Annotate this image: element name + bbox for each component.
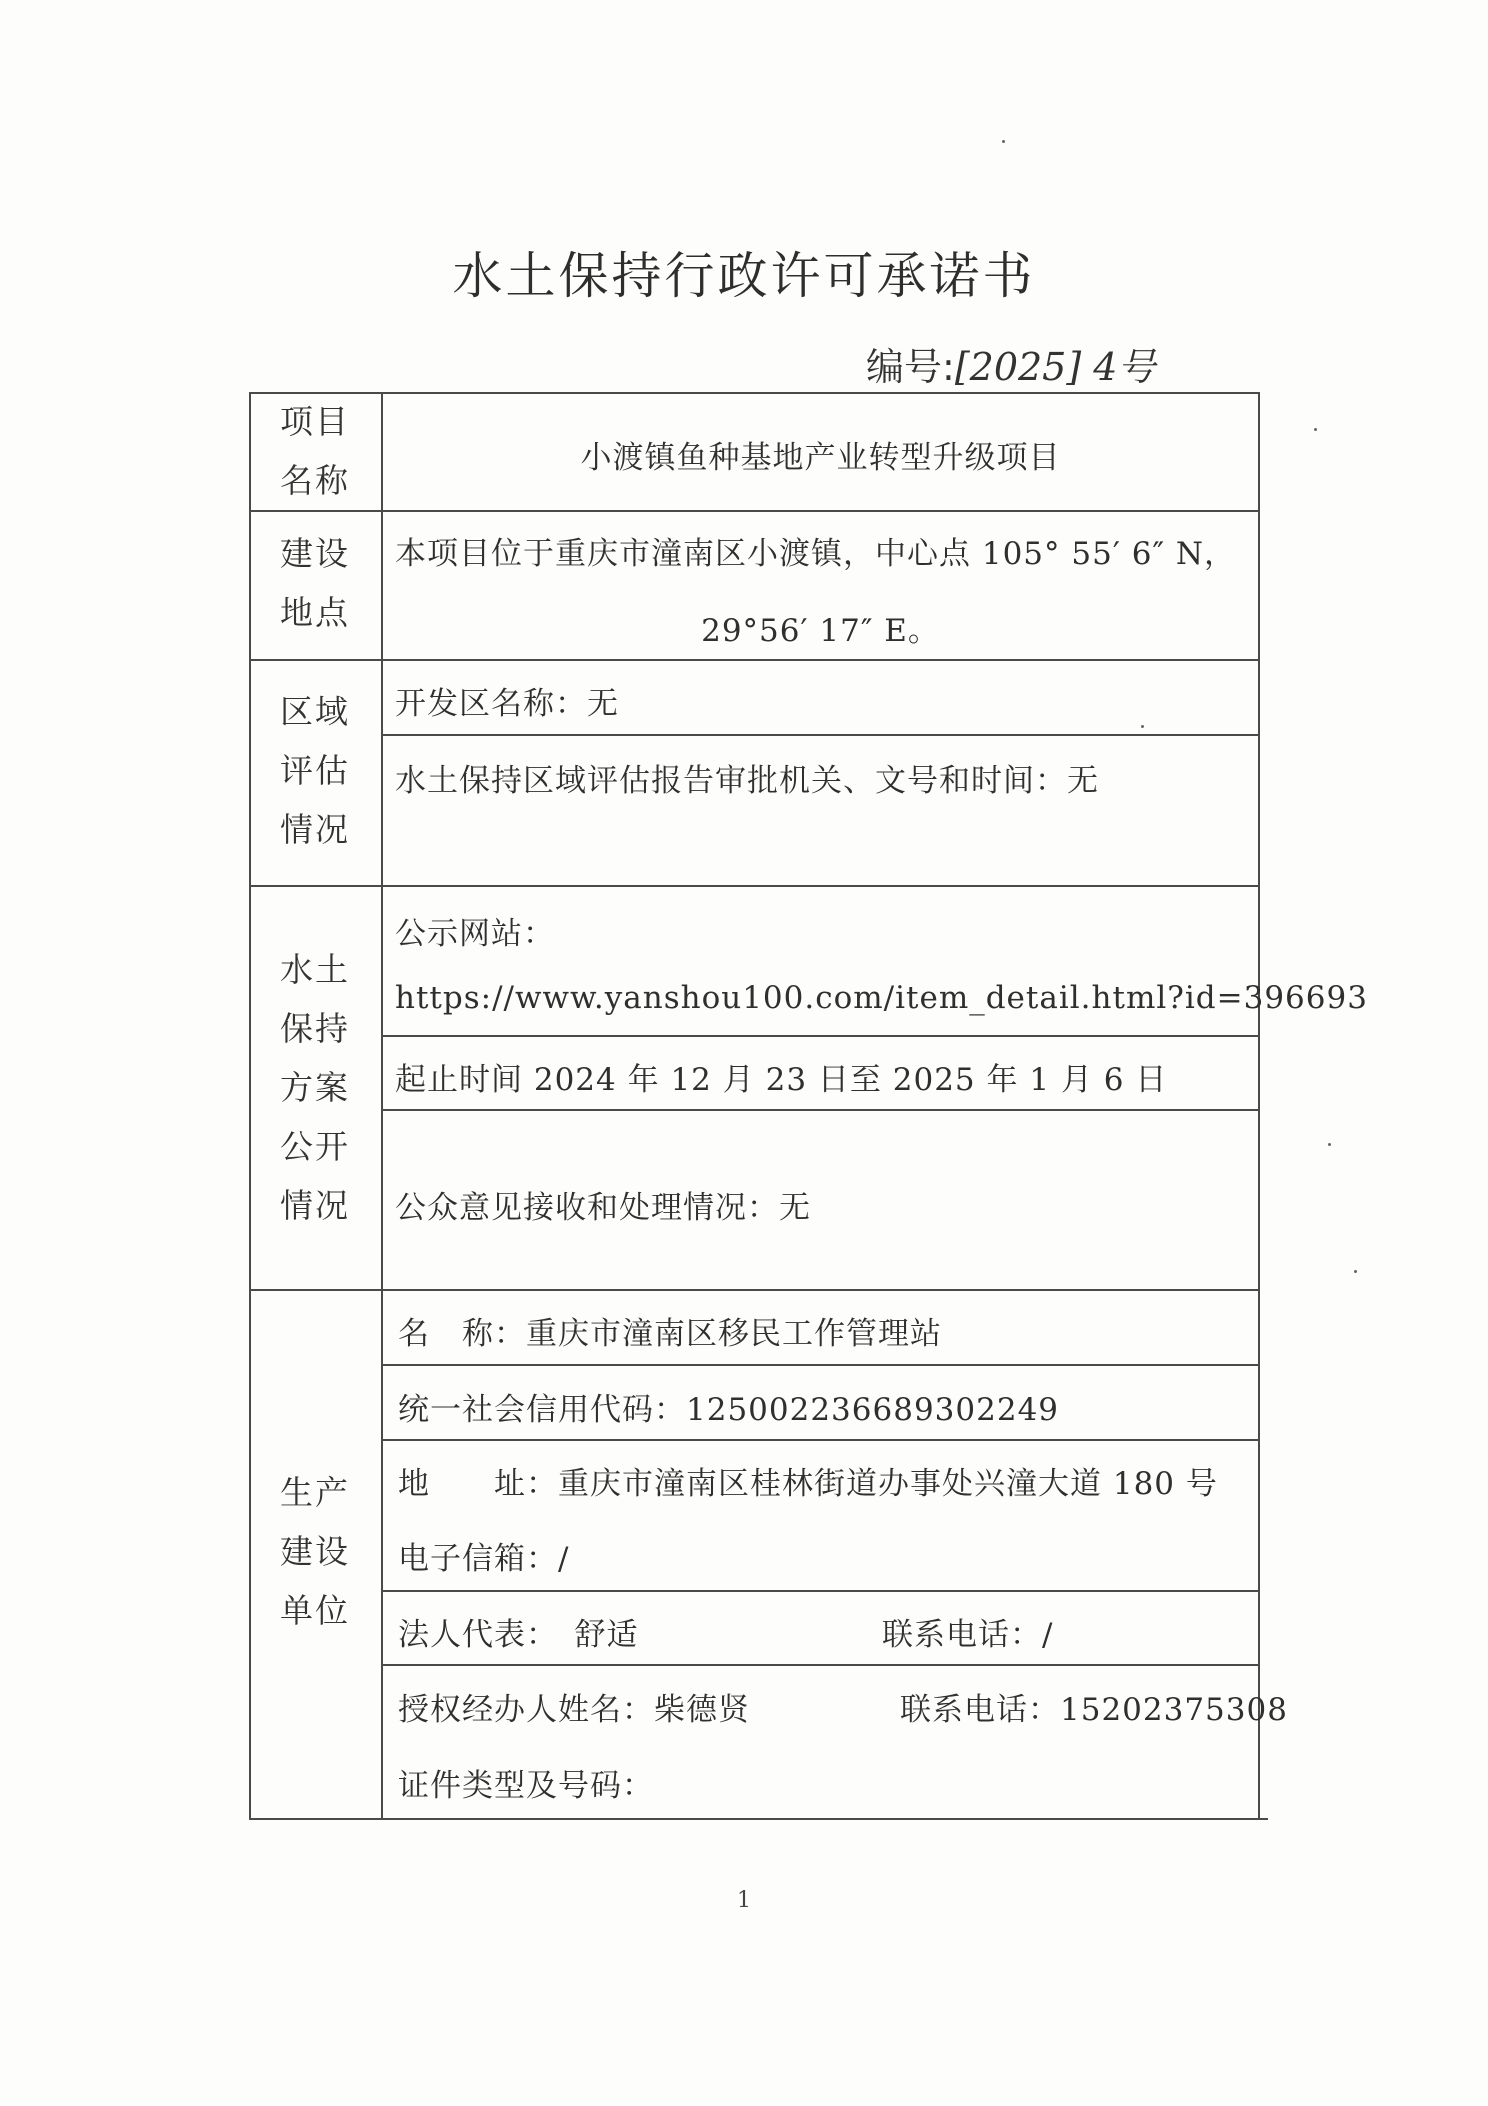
subrow-separator: [381, 1035, 1260, 1037]
scan-speck: [1328, 1143, 1331, 1146]
document-number-label: 编号:: [866, 345, 955, 389]
row-separator: [249, 1289, 1260, 1291]
legal-rep-phone: 联系电话：/: [882, 1617, 1054, 1653]
document-title: 水土保持行政许可承诺书: [452, 247, 1036, 305]
label-regional-assessment: 区域评估情况: [280, 692, 350, 849]
development-zone-name: 开发区名称：无: [395, 686, 619, 722]
document-number: [866, 336, 1155, 391]
scan-speck: [1354, 1270, 1357, 1273]
label-location: 建设地点: [280, 534, 350, 632]
row-separator: [249, 659, 1260, 661]
table-border-top: [249, 392, 1260, 394]
scan-speck: [1141, 725, 1144, 728]
project-name-value: 小渡镇鱼种基地产业转型升级项目: [580, 440, 1061, 476]
subrow-separator: [381, 734, 1260, 736]
subrow-separator: [381, 1109, 1260, 1111]
label-construction-unit: 生产建设单位: [280, 1473, 350, 1630]
unit-email: 电子信箱：/: [398, 1541, 570, 1577]
disclosure-period: 起止时间 2024 年 12 月 23 日至 2025 年 1 月 6 日: [395, 1062, 1168, 1098]
unit-credit-code: 统一社会信用代码：125002236689302249: [398, 1392, 1060, 1428]
subrow-separator: [381, 1364, 1260, 1366]
subrow-separator: [381, 1664, 1260, 1666]
legal-representative: 法人代表： 舒适: [398, 1617, 639, 1653]
agent-phone: 联系电话：15202375308: [900, 1692, 1288, 1728]
disclosure-site-url[interactable]: https://www.yanshou100.com/item_detail.html?id=396693: [395, 980, 1368, 1016]
location-line-2: 29°56′ 17″ E。: [701, 613, 940, 649]
page-number: 1: [737, 1888, 751, 1913]
id-type-and-number: 证件类型及号码：: [398, 1768, 654, 1804]
regional-approval-info: 水土保持区域评估报告审批机关、文号和时间：无: [395, 763, 1099, 799]
scan-speck: [1002, 140, 1005, 143]
unit-name: 名 称：重庆市潼南区移民工作管理站: [398, 1316, 942, 1352]
row-separator: [249, 510, 1260, 512]
table-border-bottom: [251, 1818, 1268, 1820]
subrow-separator: [381, 1439, 1260, 1441]
public-feedback: 公众意见接收和处理情况：无: [395, 1190, 811, 1226]
authorized-agent: 授权经办人姓名：柴德贤: [398, 1692, 750, 1728]
label-disclosure: 水土保持方案公开情况: [280, 950, 350, 1225]
table-border-left: [249, 392, 251, 1820]
scan-speck: [1314, 428, 1317, 431]
row-separator: [249, 885, 1260, 887]
location-line-1: 本项目位于重庆市潼南区小渡镇，中心点 105° 55′ 6″ N，: [395, 536, 1236, 572]
unit-address: 地 址：重庆市潼南区桂林街道办事处兴潼大道 180 号: [398, 1466, 1218, 1502]
label-project-name: 项目名称: [280, 402, 350, 500]
subrow-separator: [381, 1590, 1260, 1592]
disclosure-site-label: 公示网站：: [395, 916, 555, 952]
document-number-value: [2025] 4号: [954, 345, 1156, 389]
